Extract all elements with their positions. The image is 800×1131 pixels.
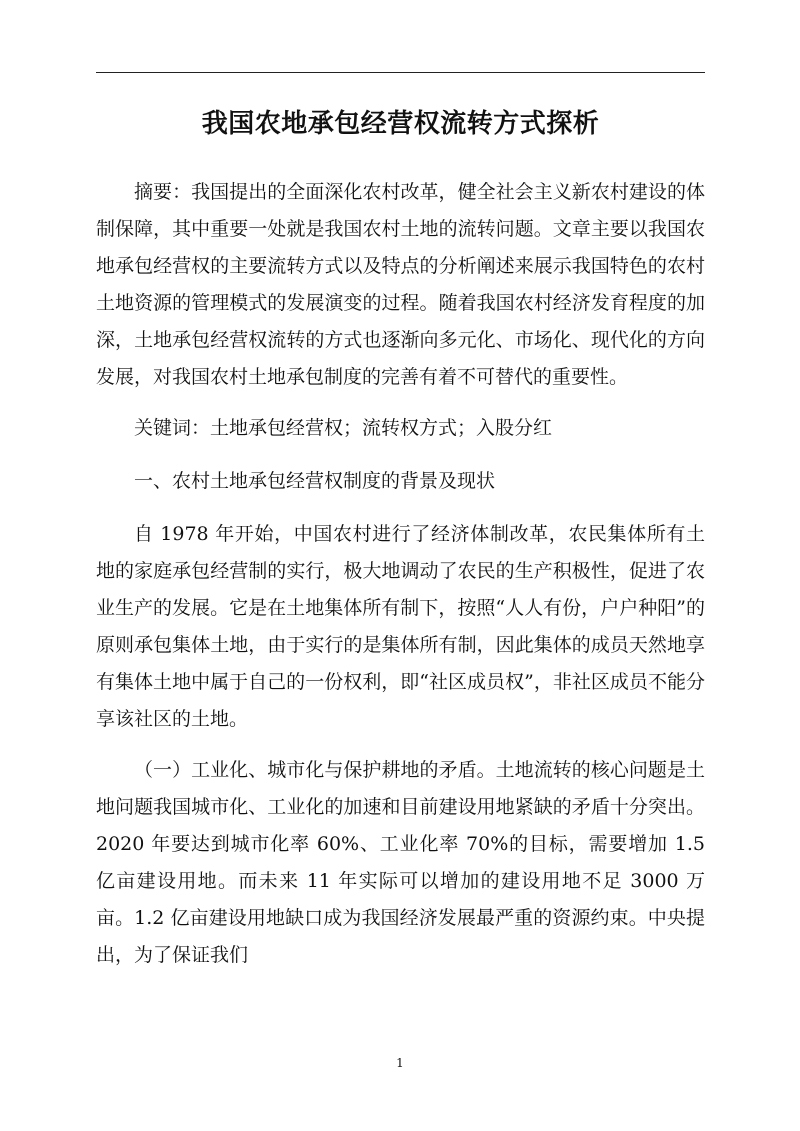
page-number: 1	[396, 1056, 404, 1070]
body-paragraph: （一）工业化、城市化与保护耕地的矛盾。土地流转的核心问题是土地问题我国城市化、工业化的加速和目前建设用地紧缺的矛盾十分突出。2020 年要达到城市化率 60%、工业化率 70%的目标，需要增加 1.5 亿亩建设用地。而未来 11 年实际可以增加的建设用地不足 3000 万亩。1.2 亿亩建设用地缺口成为我国经济发展最严重的资源约束。中央提出，为了保证我们	[96, 759, 705, 966]
document-body	[96, 174, 705, 988]
body-paragraph: 自 1978 年开始，中国农村进行了经济体制改革，农民集体所有土地的家庭承包经营制的实行，极大地调动了农民的生产积极性，促进了农业生产的发展。它是在土地集体所有制下，按照“人人有份，户户种阳”的原则承包集体土地，由于实行的是集体所有制，因此集体的成员天然地享有集体土地中属于自己的一份权利，即“社区成员权”，非社区成员不能分享该社区的土地。	[96, 523, 705, 730]
keywords-paragraph: 关键词：土地承包经营权；流转权方式；入股分红	[134, 417, 553, 439]
abstract-paragraph: 摘要：我国提出的全面深化农村改革，健全社会主义新农村建设的体制保障，其中重要一处就是我国农村土地的流转问题。文章主要以我国农地承包经营权的主要流转方式以及特点的分析阐述来展示我国特色的农村土地资源的管理模式的发展演变的过程。随着我国农村经济发育程度的加深，土地承包经营权流转的方式也逐渐向多元化、市场化、现代化的方向发展，对我国农村土地承包制度的完善有着不可替代的重要性。	[96, 181, 705, 388]
document-title: 我国农地承包经营权流转方式探析	[201, 109, 600, 139]
section-heading: 一、农村土地承包经营权制度的背景及现状	[134, 470, 496, 492]
header-rule	[96, 72, 705, 73]
